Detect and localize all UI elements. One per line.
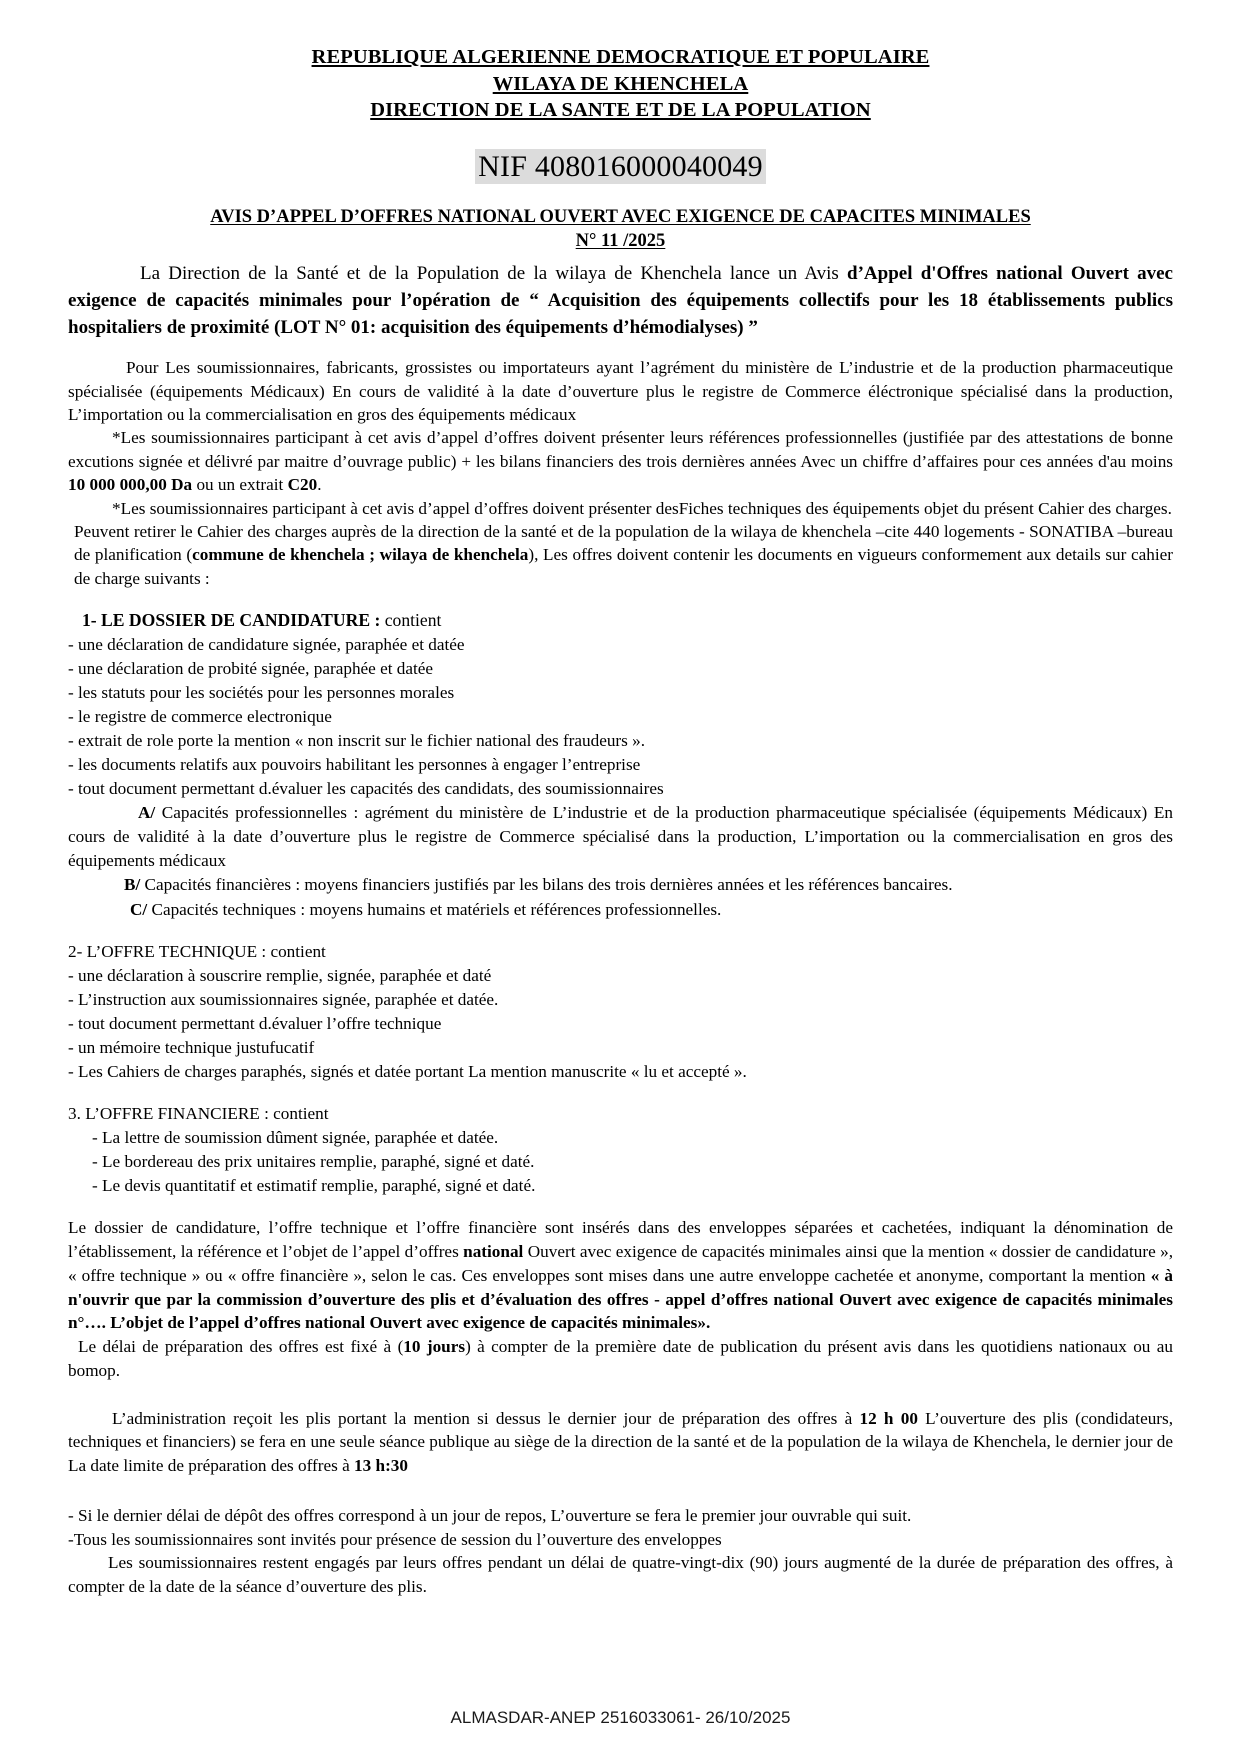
intro-paragraph-3: *Les soumissionnaires participant à cet avis d’appel d’offres doivent présenter desFiches techniques des équipements objet du présent Cahier des charges. bbox=[112, 498, 1172, 518]
notice-number-line: N° 11 /2025 bbox=[575, 230, 666, 251]
list-item: - Le bordereau des prix unitaires remplie, paraphé, signé et daté. bbox=[92, 1152, 535, 1172]
section-offre-financiere bbox=[68, 1102, 1173, 1198]
notice-title bbox=[68, 206, 1173, 253]
header-line-wilaya: WILAYA DE KHENCHELA bbox=[492, 72, 749, 95]
list-item: - une déclaration de candidature signée, paraphée et datée bbox=[68, 634, 465, 654]
lead-text-bold: d’Appel d'Offres national Ouvert avec exigence de capacités minimales pour l’opération de “ Acquisition des équipements collectifs pour les 18 établissements publics hospitaliers de proximité (LOT N° 01: acquisition des équipements d’hémodialyses) ” bbox=[68, 263, 1173, 339]
document-header bbox=[68, 44, 1173, 124]
list-item: - une déclaration de probité signée, paraphée et datée bbox=[68, 658, 434, 678]
list-item: - un mémoire technique justufucatif bbox=[68, 1037, 315, 1057]
list-item: - extrait de role porte la mention « non inscrit sur le fichier national des fraudeurs ». bbox=[68, 731, 646, 751]
list-item: - Les Cahiers de charges paraphés, signés et datée portant La mention manuscrite « lu et accepté ». bbox=[68, 1062, 747, 1082]
list-item: - les documents relatifs aux pouvoirs habilitant les personnes à engager l’entreprise bbox=[68, 755, 641, 775]
closing-block bbox=[68, 1504, 1173, 1599]
section1-heading: 1- LE DOSSIER DE CANDIDATURE : contient bbox=[82, 610, 442, 631]
opening-paragraph: L’administration reçoit les plis portant la mention si dessus le dernier jour de préparation des offres à 12 h 00 L’ouverture des plis (condidateurs, techniques et financiers) se fera en une seule séance publique au siège de la direction de la santé et de la population de la wilaya de Khenchela, le dernier jour de La date limite de préparation des offres à 13 h:30 bbox=[68, 1408, 1174, 1476]
list-item: - les statuts pour les sociétés pour les personnes morales bbox=[68, 682, 455, 702]
section2-heading: 2- L’OFFRE TECHNIQUE : contient bbox=[68, 941, 326, 961]
closing-line-3: Les soumissionnaires restent engagés par leurs offres pendant un délai de quatre-vingt-dix (90) jours augmenté de la durée de préparation des offres, à compter de la date de la séance d’ouverture des plis. bbox=[68, 1553, 1173, 1596]
list-item: - tout document permettant d.évaluer l’offre technique bbox=[68, 1013, 442, 1033]
capacity-professionnelles: A/ Capacités professionnelles : agrément du ministère de L’industrie et de la production pharmaceutique spécialisée (équipements Médicaux) En cours de validité à la date d’ouverture plus le registre de Commerce spécialisé dans la production, L’importation ou la commercialisation en gros des équipements médicaux bbox=[68, 803, 1173, 871]
lead-paragraph bbox=[68, 261, 1173, 342]
nif-value: NIF 408016000040049 bbox=[475, 149, 766, 184]
intro-paragraph-2: *Les soumissionnaires participant à cet avis d’appel d’offres doivent présenter leurs références professionnelles (justifiée par des attestations de bonne excutions signée et délivré par maitre d’ouvrage public) + les bilans financiers des trois dernières années Avec un chiffre d’affaires pour ces années d'au moins 10 000 000,00 Da ou un extrait C20. bbox=[68, 428, 1173, 495]
section-dossier-candidature bbox=[68, 608, 1173, 922]
lead-text-normal: La Direction de la Santé et de la Population de la wilaya de Khenchela lance un Avis bbox=[140, 263, 848, 285]
section-offre-technique bbox=[68, 940, 1173, 1084]
intro-paragraph-4: Peuvent retirer le Cahier des charges auprès de la direction de la santé et de la population de la wilaya de khenchela –cite 440 logements - SONATIBA –bureau de planification (commune de khenchela ; wilaya de khenchela), Les offres doivent contenir les documents en vigueurs conformement aux details sur cahier de charge suivants : bbox=[74, 521, 1173, 588]
document-footer bbox=[0, 1708, 1241, 1728]
list-item: - Le devis quantitatif et estimatif remplie, paraphé, signé et daté. bbox=[92, 1176, 536, 1196]
intro-block bbox=[68, 356, 1173, 590]
envelopes-paragraph: Le dossier de candidature, l’offre technique et l’offre financière sont insérés dans des enveloppes séparées et cachetées, indiquant la dénomination de l’établissement, la référence et l’objet de l’appel d’offres national Ouvert avec exigence de capacités minimales ainsi que la mention « dossier de candidature », « offre technique » ou « offre financière », selon le cas. Ces enveloppes sont mises dans une autre enveloppe cachetée et anonyme, comportant la mention « à n'ouvrir que par la commission d’ouverture des plis et d’évaluation des offres - appel d’offres national Ouvert avec exigence de capacités minimales n°…. L’objet de l’appel d’offres national Ouvert avec exigence de capacités minimales». bbox=[68, 1218, 1174, 1333]
header-line-direction: DIRECTION DE LA SANTE ET DE LA POPULATION bbox=[370, 99, 871, 122]
delay-paragraph: Le délai de préparation des offres est fixé à (10 jours) à compter de la première date de publication du présent avis dans les quotidiens nationaux ou au bomop. bbox=[68, 1337, 1173, 1380]
list-item: - le registre de commerce electronique bbox=[68, 706, 332, 726]
list-item: - tout document permettant d.évaluer les capacités des candidats, des soumissionnaires bbox=[68, 779, 664, 799]
list-item: - La lettre de soumission dûment signée, paraphée et datée. bbox=[92, 1128, 499, 1148]
closing-line-2: -Tous les soumissionnaires sont invités pour présence de session du l’ouverture des enveloppes bbox=[68, 1529, 722, 1549]
intro-paragraph-1: Pour Les soumissionnaires, fabricants, grossistes ou importateurs ayant l’agrément du ministère de L’industrie et de la production pharmaceutique spécialisée (équipements Médicaux) En cours de validité à la date d’ouverture plus le registre de Commerce éléctronique spécialisé dans la production, L’importation ou la commercialisation en gros des équipements médicaux bbox=[68, 358, 1173, 424]
list-item: - L’instruction aux soumissionnaires signée, paraphée et datée. bbox=[68, 989, 499, 1009]
list-item: - une déclaration à souscrire remplie, signée, paraphée et daté bbox=[68, 965, 492, 985]
nif-row bbox=[68, 150, 1173, 184]
footer-reference: ALMASDAR-ANEP 2516033061- 26/10/2025 bbox=[450, 1708, 791, 1727]
closing-line-1: - Si le dernier délai de dépôt des offres correspond à un jour de repos, L’ouverture se fera le premier jour ouvrable qui suit. bbox=[68, 1505, 912, 1525]
section3-heading: 3. L’OFFRE FINANCIERE : contient bbox=[68, 1104, 329, 1124]
capacity-financieres: B/ Capacités financières : moyens financiers justifiés par les bilans des trois dernières années et les références bancaires. bbox=[124, 875, 953, 895]
header-line-republic: REPUBLIQUE ALGERIENNE DEMOCRATIQUE ET POPULAIRE bbox=[311, 46, 930, 68]
capacity-techniques: C/ Capacités techniques : moyens humains et matériels et références professionnelles. bbox=[130, 899, 722, 919]
notice-title-line: AVIS D’APPEL D’OFFRES NATIONAL OUVERT AVEC EXIGENCE DE CAPACITES MINIMALES bbox=[210, 206, 1031, 227]
